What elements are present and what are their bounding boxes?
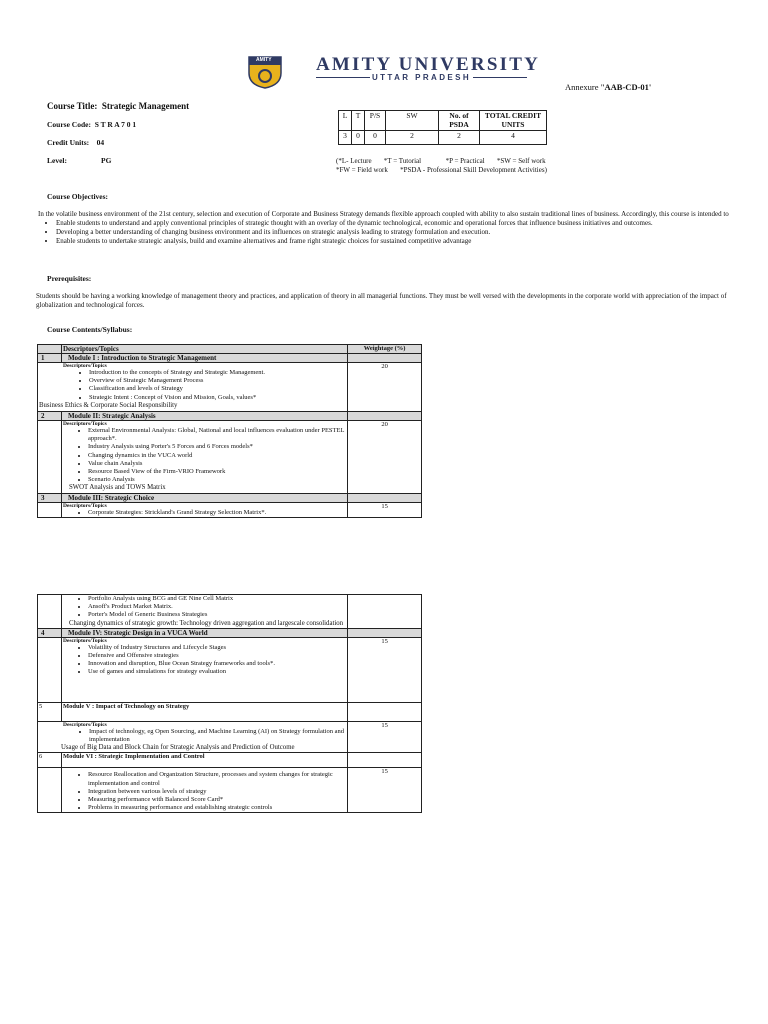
topic-list xyxy=(39,728,346,744)
module-content xyxy=(38,363,348,412)
list-item: • Enable students to understand and apply conventional principles of strategic thought with an overlay of the dynamic technological, economic and operational forces that influence business initiatives and outcomes. xyxy=(56,219,730,228)
university-logo xyxy=(247,55,283,89)
topic-list xyxy=(63,771,346,812)
topic-list xyxy=(63,644,346,677)
credit-units-label: Credit Units: xyxy=(47,138,90,147)
level-label: Level: xyxy=(47,156,67,165)
level-value: PG xyxy=(101,156,112,165)
module-content xyxy=(61,637,347,702)
table-cell xyxy=(348,412,422,421)
table-cell xyxy=(38,637,62,702)
list-item: • Overview of Strategic Management Process xyxy=(89,377,346,385)
syllabus-table-part2 xyxy=(37,594,422,813)
course-code xyxy=(47,120,136,129)
course-title-value: Strategic Management xyxy=(101,101,190,111)
list-item: • Portfolio Analysis using BCG and GE Nine Cell Matrix xyxy=(88,595,346,603)
descriptor-label: Descriptors/Topics xyxy=(62,421,107,427)
module-number: 2 xyxy=(38,412,62,421)
list-item: • Changing dynamics in the VUCA world xyxy=(88,452,346,460)
list-item: • Impact of technology, eg Open Sourcing, and Machine Learning (AI) on Strategy formulation and implementation xyxy=(89,728,346,744)
module-row xyxy=(38,628,422,637)
table-row xyxy=(38,637,422,702)
table-cell xyxy=(348,753,422,768)
module-content xyxy=(61,595,347,629)
topic-extra: Business Ethics & Corporate Social Responsibility xyxy=(39,401,178,409)
list-item: • Use of games and simulations for strategy evaluation xyxy=(88,668,346,676)
module-title: Module IV: Strategic Design in a VUCA World xyxy=(61,628,347,637)
objectives-intro: In the volatile business environment of the 21st century, selection and execution of Corporate and Business Strategy demands flexible approach coupled with ability to also sustain traditional lines of business. Accordingly, this course is intended to xyxy=(38,210,729,218)
credit-header: TOTAL CREDIT UNITS xyxy=(480,111,547,131)
university-name: AMITY UNIVERSITY xyxy=(316,54,540,75)
divider xyxy=(473,77,527,78)
table-cell xyxy=(348,493,422,502)
descriptor-label: Descriptors/Topics xyxy=(62,502,107,509)
topic-list xyxy=(63,595,346,620)
module-row xyxy=(38,493,422,502)
table-row xyxy=(38,721,422,753)
list-item: • Scenario Analysis xyxy=(88,476,346,484)
module-content xyxy=(61,502,347,517)
annexure-code: 'AAB-CD-01' xyxy=(602,82,652,92)
list-item: • Innovation and disruption, Blue Ocean Strategy frameworks and tools*. xyxy=(88,660,346,668)
topic-extra: Changing dynamics of strategic growth: Technology driven aggregation and largescale consolidation xyxy=(68,619,344,627)
table-row xyxy=(38,363,422,412)
list-item: • Volatility of Industry Structures and Lifecycle Stages xyxy=(88,644,346,652)
list-item: • Resource Reallocation and Organization Structure, processes and system changes for strategic implementation and control xyxy=(88,771,346,787)
table-cell xyxy=(348,595,422,629)
list-item: • Corporate Strategies: Strickland's Grand Strategy Selection Matrix*. xyxy=(88,509,346,517)
module-row xyxy=(38,354,422,363)
credit-table xyxy=(338,110,547,145)
university-subtitle: UTTAR PRADESH xyxy=(371,73,472,82)
module-weightage: 15 xyxy=(348,721,422,753)
list-item: • Classification and levels of Strategy xyxy=(89,385,346,393)
module-weightage: 15 xyxy=(348,637,422,702)
module-row xyxy=(38,412,422,421)
table-row xyxy=(38,502,422,517)
column-header-topics: Descriptors/Topics xyxy=(61,345,347,354)
table-cell xyxy=(38,502,62,517)
column-header-weightage: Weightage (%) xyxy=(348,345,422,354)
syllabus-heading: Course Contents/Syllabus: xyxy=(47,325,133,334)
course-title xyxy=(47,101,189,111)
list-item: • Porter's Model of Generic Business Strategies xyxy=(88,611,346,619)
module-title: Module I : Introduction to Strategic Management xyxy=(61,354,347,363)
credit-value: 0 xyxy=(365,131,386,145)
credit-header: P/S xyxy=(365,111,386,131)
list-item: • Developing a better understanding of changing business environment and its influences on strategic analysis leading to strategy formulation and execution. xyxy=(56,228,730,237)
credit-units xyxy=(47,138,104,147)
module-weightage: 15 xyxy=(348,768,422,813)
prerequisites-heading: Prerequisites: xyxy=(47,274,92,283)
module-title: Module II: Strategic Analysis xyxy=(61,412,347,421)
list-item: • Integration between various levels of strategy xyxy=(88,788,346,796)
course-code-value: S T R A 7 0 1 xyxy=(94,120,137,129)
list-item: • Strategic Intent : Concept of Vision and Mission, Goals, values* xyxy=(89,394,346,402)
syllabus-table-part1 xyxy=(37,344,422,518)
descriptor-label: Descriptors/Topics xyxy=(63,363,107,369)
table-row xyxy=(38,421,422,494)
module-number: 3 xyxy=(38,493,62,502)
table-row xyxy=(38,345,422,354)
module-title: Module III: Strategic Choice xyxy=(61,493,347,502)
descriptor-label: Descriptors/Topics xyxy=(63,721,107,728)
module-row xyxy=(38,753,422,768)
topic-list xyxy=(63,427,346,484)
table-cell xyxy=(38,421,62,494)
annexure-label xyxy=(565,82,651,92)
table-cell xyxy=(38,595,62,629)
module-content xyxy=(61,768,347,813)
table-cell xyxy=(38,768,62,813)
module-number: 4 xyxy=(38,628,62,637)
course-code-label: Course Code: xyxy=(47,120,91,129)
credit-value: 2 xyxy=(439,131,480,145)
module-row xyxy=(38,702,422,721)
module-weightage: 20 xyxy=(348,421,422,494)
module-title: Module VI : Strategic Implementation and Control xyxy=(61,753,347,768)
course-title-label: Course Title: xyxy=(47,101,98,111)
credit-legend xyxy=(336,157,547,174)
list-item: • Defensive and Offensive strategies xyxy=(88,652,346,660)
annexure-text: Annexure ' xyxy=(565,82,603,92)
credit-header: SW xyxy=(386,111,439,131)
module-number: 1 xyxy=(38,354,62,363)
list-item: • Enable students to undertake strategic analysis, build and examine alternatives and frame right strategic choices for sustained competitive advantage xyxy=(56,237,730,246)
course-level xyxy=(47,156,111,165)
table-cell xyxy=(348,702,422,721)
list-item: • Introduction to the concepts of Strategy and Strategic Management. xyxy=(89,369,346,377)
descriptor-label: Descriptors/Topics xyxy=(62,637,107,644)
credit-value: 3 xyxy=(339,131,352,145)
list-item: • Measuring performance with Balanced Score Card* xyxy=(88,796,346,804)
objectives-list xyxy=(38,219,730,246)
list-item: • Value chain Analysis xyxy=(88,460,346,468)
legend-line: *FW = Field work *PSDA - Professional Skill Development Activities) xyxy=(336,165,547,174)
topic-extra: Usage of Big Data and Block Chain for Strategic Analysis and Prediction of Outcome xyxy=(61,744,295,752)
logo-text: AMITY xyxy=(256,57,272,63)
credit-header: T xyxy=(352,111,365,131)
table-cell xyxy=(38,345,62,354)
list-item: • Problems in measuring performance and establishing strategic controls xyxy=(88,804,346,812)
table-row xyxy=(38,768,422,813)
topic-list xyxy=(63,509,346,517)
module-number: 5 xyxy=(38,702,62,721)
module-content xyxy=(38,721,348,753)
module-content xyxy=(61,421,347,494)
legend-line: (*L- Lecture *T = Tutorial *P = Practical *SW = Self work xyxy=(336,157,546,165)
credit-header: L xyxy=(339,111,352,131)
module-weightage: 15 xyxy=(348,502,422,517)
list-item: • Resource Based View of the Firm-VRIO Framework xyxy=(88,468,346,476)
topic-extra: SWOT Analysis and TOWS Matrix xyxy=(68,484,166,492)
credit-value: 4 xyxy=(480,131,547,145)
list-item: • Ansoff's Product Market Matrix. xyxy=(88,603,346,611)
list-item: • Industry Analysis using Porter's 5 Forces and 6 Forces models* xyxy=(88,443,346,451)
table-cell xyxy=(348,628,422,637)
list-item: • External Environmental Analysis: Global, National and local influences evaluation under PESTEL approach*. xyxy=(88,427,346,443)
topic-list xyxy=(39,369,346,402)
credit-value: 2 xyxy=(386,131,439,145)
credit-units-value: 04 xyxy=(96,138,105,147)
table-row xyxy=(38,595,422,629)
module-number: 6 xyxy=(38,753,62,768)
table-cell xyxy=(348,354,422,363)
objectives-heading: Course Objectives: xyxy=(47,192,109,201)
module-weightage: 20 xyxy=(348,363,422,412)
objectives-section xyxy=(38,210,730,246)
credit-header: No. of PSDA xyxy=(439,111,480,131)
credit-value: 0 xyxy=(352,131,365,145)
prerequisites-text: Students should be having a working knowledge of management theory and practices, and application of theory in all managerial functions. They must be well versed with the developments in the corporate world with appreciation of the impact of globalization and technological forces. xyxy=(36,292,727,309)
module-title: Module V : Impact of Technology on Strategy xyxy=(61,702,347,721)
